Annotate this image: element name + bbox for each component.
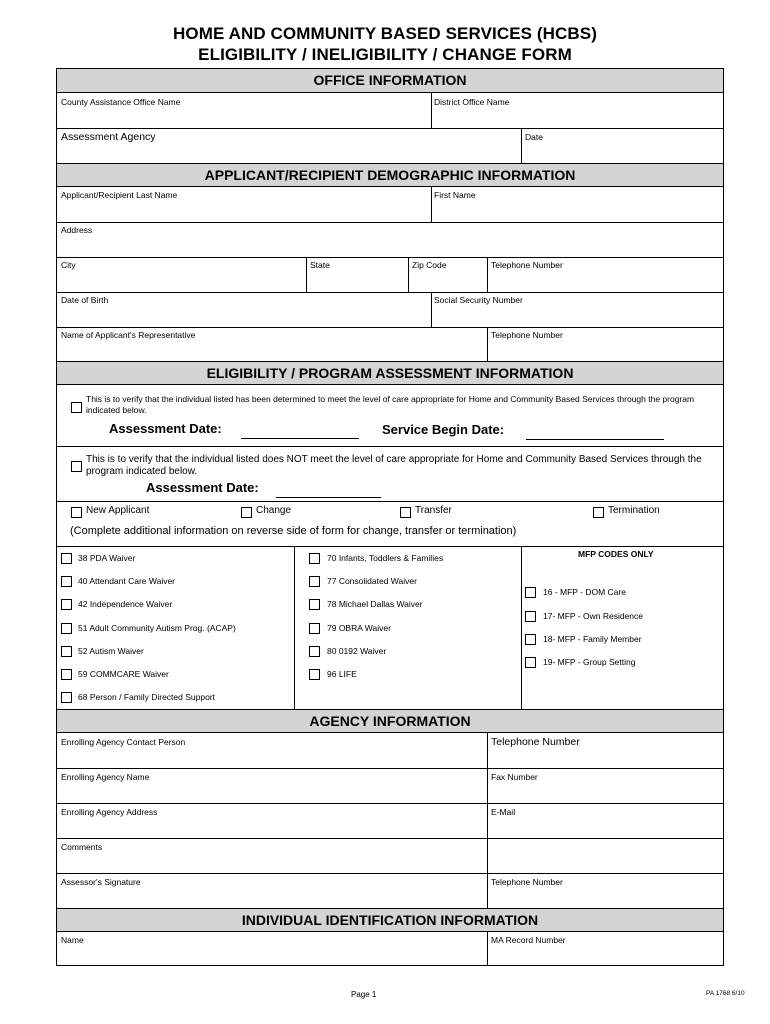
waiver-52-checkbox[interactable] [61, 646, 72, 657]
contact-person-label: Enrolling Agency Contact Person [61, 737, 186, 747]
waiver-59-checkbox[interactable] [61, 669, 72, 680]
mfp-16-checkbox[interactable] [525, 587, 536, 598]
form-title-line1: HOME AND COMMUNITY BASED SERVICES (HCBS) [173, 24, 597, 43]
waiver-96-checkbox[interactable] [309, 669, 320, 680]
assessor-telephone-label: Telephone Number [491, 877, 563, 887]
ssn-label: Social Security Number [434, 295, 523, 305]
ma-record-label: MA Record Number [491, 935, 566, 945]
district-office-label: District Office Name [434, 97, 510, 107]
agency-name-label: Enrolling Agency Name [61, 772, 150, 782]
mfp-16-label: 16 - MFP - DOM Care [543, 587, 626, 597]
waiver-80-checkbox[interactable] [309, 646, 320, 657]
form-code: PA 1768 6/10 [706, 990, 745, 997]
waiver-70-checkbox[interactable] [309, 553, 320, 564]
rep-telephone-label: Telephone Number [491, 330, 563, 340]
agency-address-label: Enrolling Agency Address [61, 807, 158, 817]
ineligible-checkbox[interactable] [71, 461, 82, 472]
change-checkbox[interactable] [241, 507, 252, 518]
mfp-19-label: 19- MFP - Group Setting [543, 657, 636, 667]
waiver-51-checkbox[interactable] [61, 623, 72, 634]
dob-label: Date of Birth [61, 295, 109, 305]
termination-label: Termination [608, 505, 660, 516]
assessment-agency-label: Assessment Agency [61, 131, 156, 143]
waiver-70-label: 70 Infants, Toddlers & Families [327, 553, 444, 563]
first-name-label: First Name [434, 190, 476, 200]
waiver-96-label: 96 LIFE [327, 669, 357, 679]
mfp-17-label: 17- MFP - Own Residence [543, 611, 643, 621]
zip-label: Zip Code [412, 260, 447, 270]
new-applicant-checkbox[interactable] [71, 507, 82, 518]
waiver-59-label: 59 COMMCARE Waiver [78, 669, 169, 679]
waiver-52-label: 52 Autism Waiver [78, 646, 144, 656]
ineligible-statement: This is to verify that the individual listed does NOT meet the level of care appropriate for Home and Community Based Services through the program indicated below. [86, 454, 702, 477]
mfp-codes-heading: MFP CODES ONLY [578, 549, 654, 559]
mfp-18-label: 18- MFP - Family Member [543, 634, 642, 644]
reverse-side-note: (Complete additional information on reverse side of form for change, transfer or termination) [70, 525, 517, 537]
form-title-line2: ELIGIBILITY / INELIGIBILITY / CHANGE FORM [198, 45, 572, 64]
representative-label: Name of Applicant's Representative [61, 330, 196, 340]
address-label: Address [61, 225, 93, 235]
new-applicant-label: New Applicant [86, 505, 150, 516]
waiver-68-label: 68 Person / Family Directed Support [78, 692, 216, 702]
telephone-label: Telephone Number [491, 260, 563, 270]
transfer-label: Transfer [415, 505, 452, 516]
email-label: E-Mail [491, 807, 516, 817]
section-office-information: OFFICE INFORMATION [57, 69, 723, 93]
waiver-79-label: 79 OBRA Waiver [327, 623, 391, 633]
id-name-label: Name [61, 935, 84, 945]
assessment-date-field[interactable] [241, 438, 359, 439]
eligible-statement: This is to verify that the individual listed has been determined to meet the level of care appropriate for Home and Community Based Services through the program indicated below. [86, 394, 695, 415]
last-name-label: Applicant/Recipient Last Name [61, 190, 178, 200]
waiver-40-label: 40 Attendant Care Waiver [78, 576, 176, 586]
eligible-checkbox[interactable] [71, 402, 82, 413]
waiver-38-checkbox[interactable] [61, 553, 72, 564]
waiver-42-checkbox[interactable] [61, 599, 72, 610]
agency-telephone-label: Telephone Number [491, 736, 580, 748]
comments-label: Comments [61, 842, 103, 852]
waiver-51-label: 51 Adult Community Autism Prog. (ACAP) [78, 623, 236, 633]
service-begin-date-label: Service Begin Date: [382, 422, 505, 437]
waiver-42-label: 42 Independence Waiver [78, 599, 173, 609]
waiver-38-label: 38 PDA Waiver [78, 553, 136, 563]
hcbs-form [56, 68, 724, 966]
mfp-17-checkbox[interactable] [525, 611, 536, 622]
section-agency: AGENCY INFORMATION [57, 709, 723, 733]
transfer-checkbox[interactable] [400, 507, 411, 518]
mfp-19-checkbox[interactable] [525, 657, 536, 668]
service-begin-date-field[interactable] [526, 439, 664, 440]
state-label: State [310, 260, 330, 270]
waiver-77-label: 77 Consolidated Waiver [327, 576, 417, 586]
waiver-78-label: 78 Michael Dallas Waiver [327, 599, 423, 609]
section-demographic: APPLICANT/RECIPIENT DEMOGRAPHIC INFORMATION [57, 163, 723, 187]
section-eligibility: ELIGIBILITY / PROGRAM ASSESSMENT INFORMATION [57, 361, 723, 385]
waiver-40-checkbox[interactable] [61, 576, 72, 587]
mfp-18-checkbox[interactable] [525, 634, 536, 645]
county-office-label: County Assistance Office Name [61, 97, 181, 107]
office-date-label: Date [525, 132, 543, 142]
waiver-68-checkbox[interactable] [61, 692, 72, 703]
waiver-80-label: 80 0192 Waiver [327, 646, 387, 656]
waiver-78-checkbox[interactable] [309, 599, 320, 610]
waiver-79-checkbox[interactable] [309, 623, 320, 634]
page-number: Page 1 [351, 990, 377, 999]
fax-label: Fax Number [491, 772, 538, 782]
city-label: City [61, 260, 76, 270]
assessment-date2-field[interactable] [276, 497, 381, 498]
section-identification: INDIVIDUAL IDENTIFICATION INFORMATION [57, 908, 723, 932]
assessment-date2-label: Assessment Date: [146, 480, 259, 495]
assessment-date-label: Assessment Date: [109, 421, 222, 436]
change-label: Change [256, 505, 292, 516]
waiver-77-checkbox[interactable] [309, 576, 320, 587]
assessor-signature-label: Assessor's Signature [61, 877, 141, 887]
termination-checkbox[interactable] [593, 507, 604, 518]
